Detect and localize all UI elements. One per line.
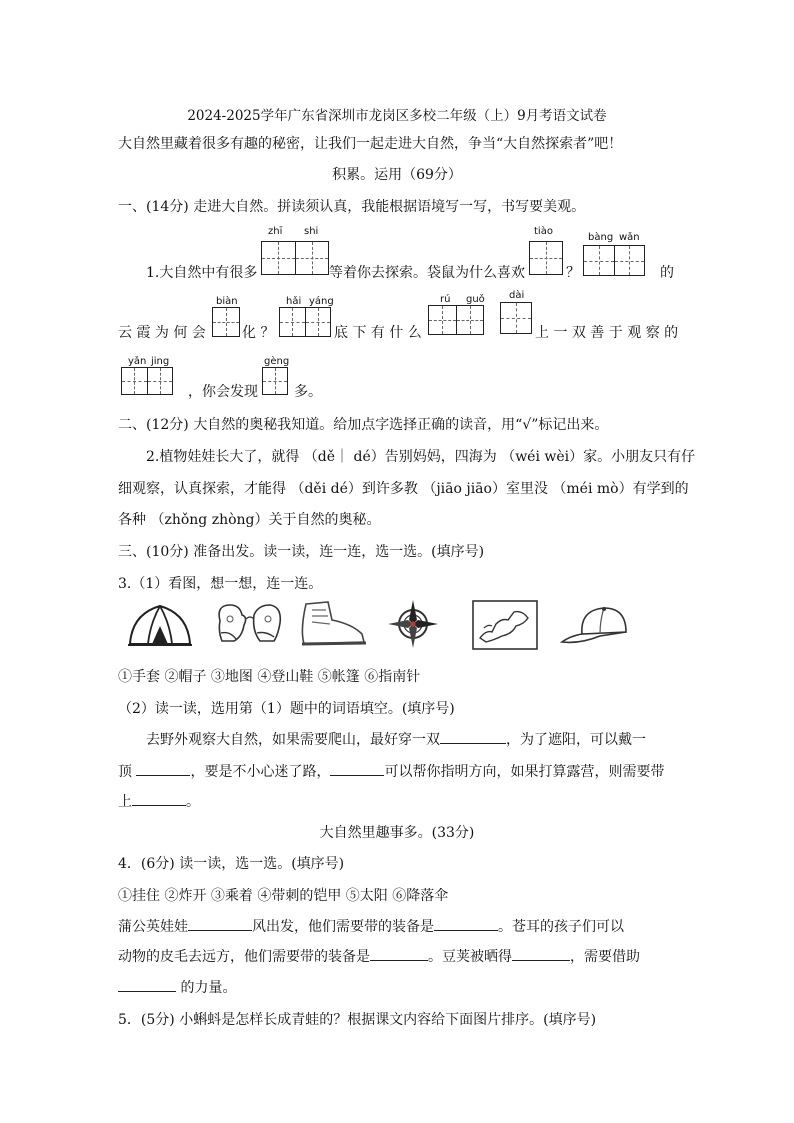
hiking-boot-icon	[296, 600, 368, 648]
q4-line2	[118, 946, 640, 966]
q3-fill-text: 上	[118, 794, 132, 810]
pinyin: zhī	[268, 226, 283, 237]
q4-text: 的力量。	[180, 980, 237, 996]
writing-grid-dai[interactable]	[500, 302, 532, 334]
writing-grid-tiao[interactable]	[529, 241, 563, 275]
q4-text: 风出发，他们需要带的装备是	[252, 919, 434, 935]
pinyin: shi	[304, 226, 319, 237]
mittens-icon	[212, 601, 288, 649]
q2-line: 细观察，认真探索，才能得 （děi dé）到许多教 （jiāo jiāo）室里没 （méi mò）有学到的	[118, 481, 689, 497]
answer-blank[interactable]	[136, 761, 190, 776]
q1-text: 云 霞 为 何 会	[118, 325, 206, 341]
intro-text: 大自然里藏着很多有趣的秘密，让我们一起走进大自然，争当“大自然探索者”吧！	[118, 136, 623, 152]
pinyin: yǎn	[128, 356, 147, 367]
q2-header: 二、(12分) 大自然的奥秘我知道。给加点字选择正确的读音，用“√”标记出来。	[118, 417, 609, 433]
q1-text: 等着你去探索。袋鼠为什么喜欢	[329, 265, 525, 281]
section2-heading: 大自然里趣事多。(33分)	[319, 825, 475, 841]
pinyin: tiào	[534, 226, 553, 237]
q4-text: 蒲公英娃娃	[118, 919, 188, 935]
writing-grid-rugu[interactable]	[428, 305, 484, 335]
q4-text: ，需要借助	[570, 949, 640, 965]
pinyin: gèng	[264, 356, 290, 367]
q3-sub1: 3.（1）看图，想一想，连一连。	[118, 576, 323, 592]
answer-blank[interactable]	[132, 791, 186, 806]
q1-text: 多。	[294, 384, 322, 400]
pinyin: hǎi	[286, 296, 302, 307]
section1-heading: 积累。运用（69分）	[332, 167, 462, 183]
q4-text: 动物的皮毛去远方，他们需要带的装备是	[118, 949, 370, 965]
writing-grid-yanjing[interactable]	[121, 367, 173, 395]
q1-header: 一、(14分) 走进大自然。拼读须认真，我能根据语境写一写，书写要美观。	[118, 199, 586, 215]
writing-grid-geng[interactable]	[262, 367, 288, 395]
q3-options: ①手套 ②帽子 ③地图 ④登山鞋 ⑤帐篷 ⑥指南针	[118, 669, 421, 685]
q3-fill-text: 顶	[118, 764, 132, 780]
compass-icon	[386, 598, 440, 650]
q4-options: ①挂住 ②炸开 ③乘着 ④带刺的铠甲 ⑤太阳 ⑥降落伞	[118, 888, 449, 904]
q2-line: 各种 （zhǒng zhòng）关于自然的奥秘。	[118, 512, 381, 528]
q1-text: 1.大自然中有很多	[146, 265, 258, 281]
q3-header: 三、(10分) 准备出发。读一读，连一连，选一选。(填序号)	[118, 544, 485, 560]
answer-blank[interactable]	[188, 916, 252, 931]
page-title: 2024-2025学年广东省深圳市龙岗区多校二年级（上）9月考语文试卷	[187, 108, 607, 124]
pinyin: yáng	[309, 296, 334, 307]
q4-text: 。苍耳的孩子们可以	[498, 919, 624, 935]
q3-fill-line2	[118, 761, 664, 781]
writing-grid-bian[interactable]	[212, 307, 240, 337]
q3-fill-line1	[146, 729, 646, 749]
q1-text: 上 一 双 善 于 观 察 的	[535, 325, 679, 341]
writing-grid-bangwan[interactable]	[583, 245, 645, 276]
q4-line3	[118, 977, 236, 997]
q1-text: 底 下 有 什 么	[334, 325, 422, 341]
q2-line: 2.植物娃娃长大了，就得 （dě｜ dé）告别妈妈，四海为 （wéi wèi）家。小朋友只有仔	[146, 449, 696, 465]
pinyin: dài	[509, 290, 525, 301]
q1-text: ，你会发现	[188, 384, 258, 400]
writing-grid-zhishi[interactable]	[261, 241, 329, 275]
q3-fill-text: 可以帮你指明方向，如果打算露营，则需要带	[384, 764, 665, 780]
answer-blank[interactable]	[512, 946, 570, 961]
q3-fill-text: ，要是不小心迷了路，	[190, 764, 331, 780]
q4-text: 。豆荚被晒得	[428, 949, 512, 965]
pinyin: biàn	[216, 296, 238, 307]
map-icon	[472, 600, 538, 650]
tent-icon	[126, 600, 194, 648]
q4-header: 4．(6分) 读一读，选一选。(填序号)	[118, 856, 345, 872]
pinyin: jing	[151, 356, 170, 367]
answer-blank[interactable]	[434, 916, 498, 931]
pinyin: bàng	[588, 232, 614, 243]
q1-text: 化 ？	[242, 325, 275, 341]
q4-line1	[118, 916, 624, 936]
q3-fill-line3	[118, 791, 200, 811]
q3-fill-text: ，为了遮阳，可以戴一	[506, 732, 646, 748]
q1-text: ？	[566, 265, 580, 281]
answer-blank[interactable]	[330, 761, 384, 776]
q3-fill-text: 。	[186, 794, 200, 810]
q1-text: 的	[660, 265, 674, 281]
answer-blank[interactable]	[440, 729, 506, 744]
cap-icon	[560, 604, 630, 646]
pinyin: guǒ	[466, 294, 485, 305]
answer-blank[interactable]	[118, 977, 176, 992]
pinyin: wǎn	[619, 232, 640, 243]
answer-blank[interactable]	[370, 946, 428, 961]
pinyin: rú	[440, 294, 451, 305]
q3-fill-text: 去野外观察大自然，如果需要爬山，最好穿一双	[146, 732, 440, 748]
q5-header: 5．(5分) 小蝌蚪是怎样长成青蛙的？根据课文内容给下面图片排序。(填序号)	[118, 1012, 597, 1028]
q3-sub2: （2）读一读，选用第（1）题中的词语填空。(填序号)	[118, 701, 455, 717]
writing-grid-haiyang[interactable]	[279, 307, 331, 337]
